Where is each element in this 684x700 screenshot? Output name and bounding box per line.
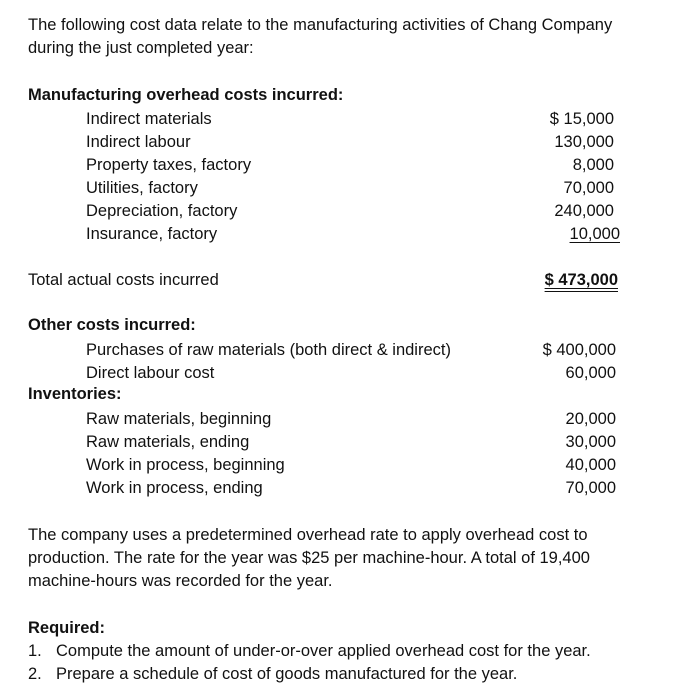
- total-label: Total actual costs incurred: [28, 271, 222, 289]
- row-amount: 130,000: [554, 133, 614, 151]
- row-amount: 20,000: [565, 410, 616, 428]
- required-item-2: [28, 663, 591, 686]
- required-heading: Required:: [28, 619, 106, 637]
- inventories-heading: Inventories:: [28, 385, 122, 403]
- overhead-row-indirect-materials: [0, 108, 684, 131]
- row-label: Depreciation, factory: [86, 202, 240, 220]
- row-amount: 70,000: [563, 179, 614, 197]
- row-label: Direct labour cost: [86, 364, 217, 382]
- overhead-row-depreciation: [0, 200, 684, 223]
- other-costs-heading: Other costs incurred:: [28, 316, 196, 334]
- row-label: Property taxes, factory: [86, 156, 254, 174]
- row-label: Indirect materials: [86, 110, 215, 128]
- row-label: Insurance, factory: [86, 225, 220, 243]
- item-number: 2.: [28, 665, 42, 683]
- other-row-direct-labour: [0, 362, 684, 385]
- intro-paragraph: The following cost data relate to the manufacturing activities of Chang Company during the just completed year:: [28, 16, 613, 57]
- inventory-row-rm-ending: [0, 431, 684, 454]
- total-amount-value: $ 473,000: [544, 271, 618, 289]
- row-amount: $ 15,000: [549, 110, 614, 128]
- row-label: Work in process, beginning: [86, 456, 288, 474]
- required-item-1: [28, 640, 591, 663]
- inventory-row-wip-ending: [0, 477, 684, 500]
- row-amount: 8,000: [572, 156, 614, 174]
- overhead-heading: Manufacturing overhead costs incurred:: [28, 86, 344, 104]
- required-list: [28, 640, 591, 686]
- row-label: Work in process, ending: [86, 479, 266, 497]
- inventory-row-rm-beginning: [0, 408, 684, 431]
- row-label: Indirect labour: [86, 133, 194, 151]
- overhead-row-insurance: [0, 223, 684, 246]
- row-label: Raw materials, beginning: [86, 410, 274, 428]
- row-amount: 60,000: [565, 364, 616, 382]
- overhead-row-indirect-labour: [0, 131, 684, 154]
- row-amount: 70,000: [565, 479, 616, 497]
- row-amount: $ 400,000: [542, 341, 616, 359]
- underlined-amount: 10,000: [569, 225, 620, 243]
- overhead-row-utilities: [0, 177, 684, 200]
- total-amount: [545, 269, 618, 292]
- row-label: Purchases of raw materials (both direct & indirect): [86, 341, 454, 359]
- item-text: Compute the amount of under-or-over applied overhead cost for the year.: [56, 642, 591, 660]
- row-label: Raw materials, ending: [86, 433, 252, 451]
- row-amount: 40,000: [565, 456, 616, 474]
- row-amount: 240,000: [554, 202, 614, 220]
- item-number: 1.: [28, 642, 42, 660]
- other-row-purchases: [0, 339, 684, 362]
- row-amount: [540, 223, 620, 246]
- inventory-row-wip-beginning: [0, 454, 684, 477]
- total-costs-row: [0, 269, 684, 292]
- row-label: Utilities, factory: [86, 179, 201, 197]
- row-amount: 30,000: [565, 433, 616, 451]
- overhead-row-property-taxes: [0, 154, 684, 177]
- item-text: Prepare a schedule of cost of goods manufactured for the year.: [56, 665, 518, 683]
- rate-paragraph: The company uses a predetermined overhead rate to apply overhead cost to production. The rate for the year was $25 per machine-hour. A total of 19,400 machine-hours was recorded for the year.: [28, 526, 590, 590]
